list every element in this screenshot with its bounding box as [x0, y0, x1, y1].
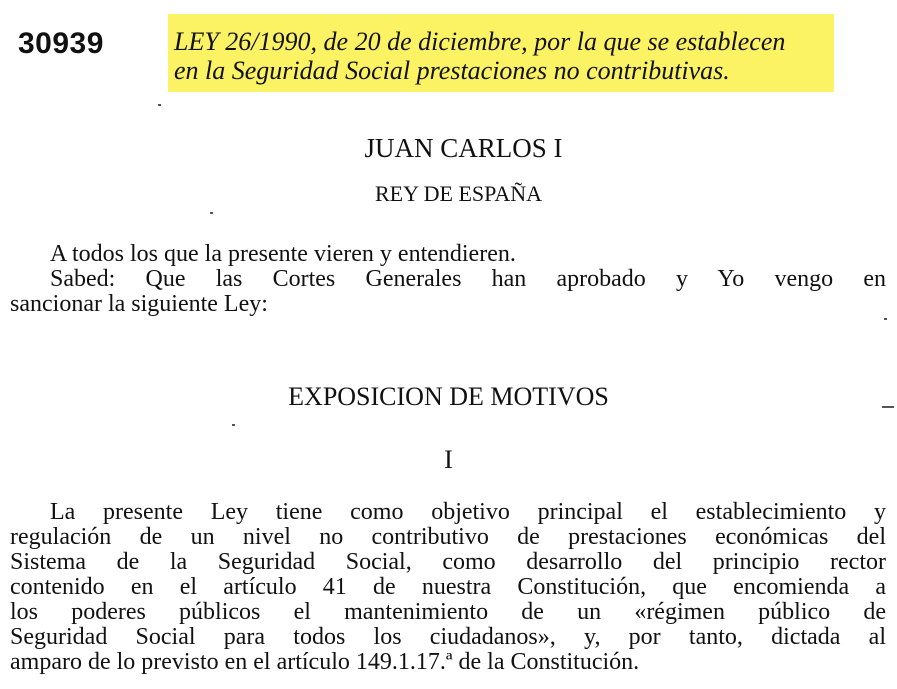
king-name: JUAN CARLOS I [364, 133, 563, 163]
promulgation-line-1: A todos los que la presente vieren y entendieren. [50, 241, 516, 267]
body-line-2: regulación de un nivel no contributivo de prestaciones económicas del [10, 525, 886, 550]
body-line-4: contenido en el artículo 41 de nuestra Constitución, que encomienda a [10, 575, 886, 600]
scan-speck [158, 104, 161, 106]
scan-speck [210, 212, 213, 214]
law-title [174, 27, 894, 85]
body-line-5: los poderes públicos el mantenimiento de un «régimen público de [10, 600, 886, 625]
section-heading: EXPOSICION DE MOTIVOS [288, 382, 609, 411]
body-line-6: Seguridad Social para todos los ciudadanos», y, por tanto, dictada al [10, 625, 886, 650]
law-title-line-2: en la Seguridad Social prestaciones no contributivas. [174, 56, 730, 85]
law-title-line-1: LEY 26/1990, de 20 de diciembre, por la que se establecen [174, 27, 786, 56]
scan-speck [232, 424, 235, 426]
body-line-7: amparo de lo previsto en el artículo 149.1.17.ª de la Constitución. [10, 649, 640, 675]
section-body [10, 500, 886, 675]
promulgation-line-2: Sabed: Que las Cortes Generales han aprobado y Yo vengo en [50, 267, 886, 292]
promulgation-line-3: sancionar la siguiente Ley: [10, 291, 268, 317]
document-number: 30939 [18, 27, 104, 60]
body-line-1: La presente Ley tiene como objetivo principal el establecimiento y [50, 500, 886, 525]
scan-speck [882, 406, 894, 408]
body-line-3: Sistema de la Seguridad Social, como desarrollo del principio rector [10, 550, 886, 575]
section-subheading: I [444, 445, 453, 474]
king-title: REY DE ESPAÑA [374, 181, 543, 206]
promulgation-text [10, 242, 886, 317]
scan-speck [884, 318, 887, 320]
